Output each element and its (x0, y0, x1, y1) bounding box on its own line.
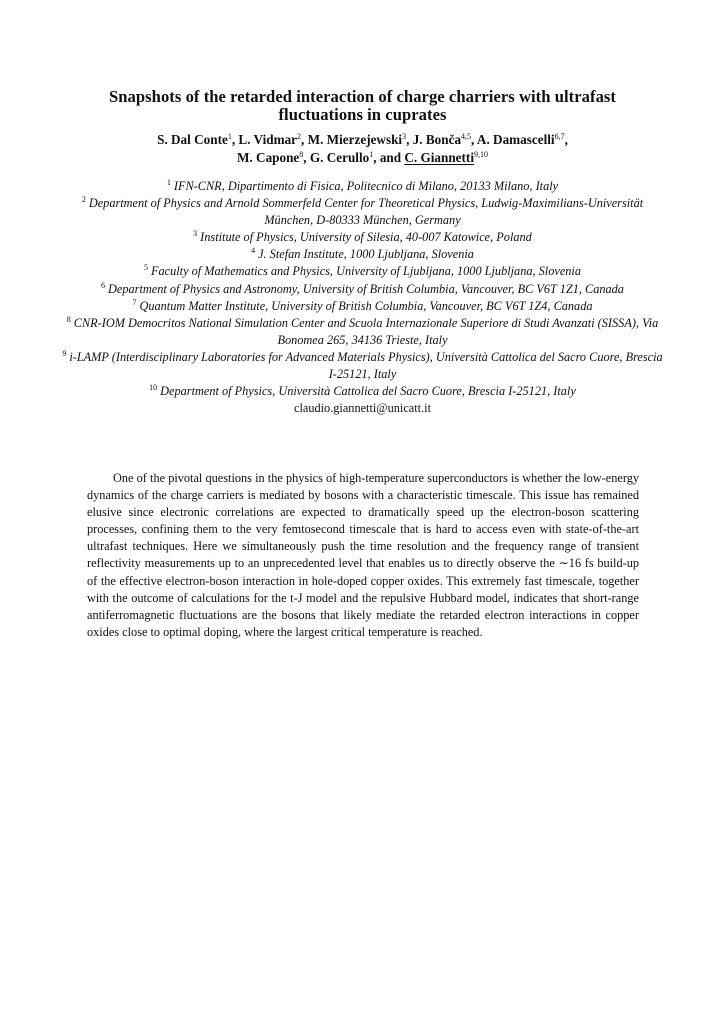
author-separator: , (471, 132, 477, 147)
affiliation-number: 2 (81, 195, 86, 205)
affiliation-number: 7 (132, 297, 137, 307)
author-separator: , (301, 132, 308, 147)
author-affiliation-mark: 8 (299, 150, 304, 159)
affiliation-text: J. Stefan Institute, 1000 Ljubljana, Slovenia (258, 247, 474, 262)
affiliation-number: 3 (193, 229, 198, 239)
author-separator: , (303, 150, 310, 165)
affiliation-text: i-LAMP (Interdisciplinary Laboratories for Advanced Materials Physics), Università Cattolica del Sacro Cuore, Brescia I-25121, Italy (69, 349, 663, 382)
author (237, 150, 310, 165)
affiliation (60, 195, 665, 229)
author-affiliation-mark: 6,7 (554, 132, 565, 141)
author-name: M. Capone (237, 150, 300, 165)
author-list (60, 131, 665, 167)
affiliation (60, 178, 665, 195)
affiliation-number: 5 (143, 263, 148, 273)
author (413, 132, 477, 147)
author-separator: , (406, 132, 413, 147)
author (477, 132, 568, 147)
affiliation (60, 383, 665, 400)
author-name: A. Damascelli (476, 132, 555, 147)
affiliation-text: Department of Physics, Università Cattolica del Sacro Cuore, Brescia I-25121, Italy (160, 384, 576, 399)
affiliation-text: Department of Physics and Astronomy, University of British Columbia, Vancouver, BC V6T 1Z1, Canada (108, 281, 624, 296)
affiliation-number: 1 (166, 178, 171, 187)
affiliation (60, 298, 665, 315)
author-name: M. Mierzejewski (307, 132, 403, 147)
affiliation-number: 4 (251, 246, 256, 256)
author (310, 150, 405, 165)
author-separator: , (231, 132, 239, 147)
author-affiliation-mark: 9,10 (473, 150, 488, 159)
affiliation (60, 315, 665, 349)
affiliation (60, 349, 665, 383)
affiliation-text: CNR-IOM Democritos National Simulation Center and Scuola Internazionale Superiore di Studi Avanzati (SISSA), Via Bonomea 265, 34136 Trieste, Italy (73, 315, 659, 347)
affiliation-number: 6 (101, 280, 106, 290)
author-affiliation-mark: 3 (402, 132, 407, 141)
author (157, 132, 238, 147)
author-name: S. Dal Conte (157, 132, 228, 147)
affiliation-text: Institute of Physics, University of Silesia, 40-007 Katowice, Poland (200, 230, 532, 245)
author (308, 132, 413, 147)
author-name: G. Cerullo (309, 150, 370, 165)
corresponding-author (404, 150, 488, 165)
affiliation (60, 246, 665, 263)
affiliation (60, 263, 665, 280)
affiliation-number: 8 (66, 314, 71, 324)
affiliation-text: Department of Physics and Arnold Sommerfeld Center for Theoretical Physics, Ludwig-Maximilians-Universität München, D-80333 München, Germany (88, 196, 644, 228)
affiliation-text: Faculty of Mathematics and Physics, University of Ljubljana, 1000 Ljubljana, Slovenia (150, 264, 581, 279)
affiliation-list (60, 178, 665, 417)
affiliation (60, 281, 665, 298)
contact-email: claudio.giannetti@unicatt.it (294, 401, 431, 416)
author-separator: , (564, 132, 568, 147)
author-name: C. Giannetti (404, 150, 474, 165)
author-affiliation-mark: 4,5 (461, 132, 472, 141)
author-name: L. Vidmar (238, 132, 298, 147)
author-separator: , and (373, 150, 405, 165)
affiliation-text: IFN-CNR, Dipartimento di Fisica, Politecnico di Milano, 20133 Milano, Italy (173, 179, 559, 193)
affiliation (60, 229, 665, 246)
affiliation-number: 9 (62, 348, 67, 358)
author (238, 132, 307, 147)
author-name: J. Bonča (412, 132, 462, 147)
abstract: One of the pivotal questions in the physics of high-temperature superconductors is whether the low-energy dynamics of the charge carriers is mediated by bosons with a characteristic timescale. This issue has remained elusive since electronic correlations are expected to dramatically speed up the electron-boson scattering processes, confining them to the very femtosecond timescale that is hard to access even with state-of-the-art ultrafast techniques. Here we simultaneously push the time resolution and the frequency range of transient reflectivity measurements up to an unprecedented level that enables us to directly observe the ∼16 fs build-up of the effective electron-boson interaction in hole-doped copper oxides. This extremely fast timescale, together with the outcome of calculations for the t-J model and the repulsive Hubbard model, indicates that short-range antiferromagnetic fluctuations are the bosons that likely mediate the retarded electron interactions in copper oxides close to optimal doping, where the largest critical temperature is reached. (87, 471, 639, 639)
author-affiliation-mark: 1 (369, 150, 374, 159)
affiliation-text: Quantum Matter Institute, University of British Columbia, Vancouver, BC V6T 1Z4, Canada (139, 298, 593, 313)
author-affiliation-mark: 2 (297, 132, 302, 141)
author-affiliation-mark: 1 (227, 132, 232, 141)
affiliation-number: 10 (149, 383, 158, 393)
paper-title: Snapshots of the retarded interaction of charge charriers with ultrafast fluctuations in cuprates (108, 87, 617, 124)
